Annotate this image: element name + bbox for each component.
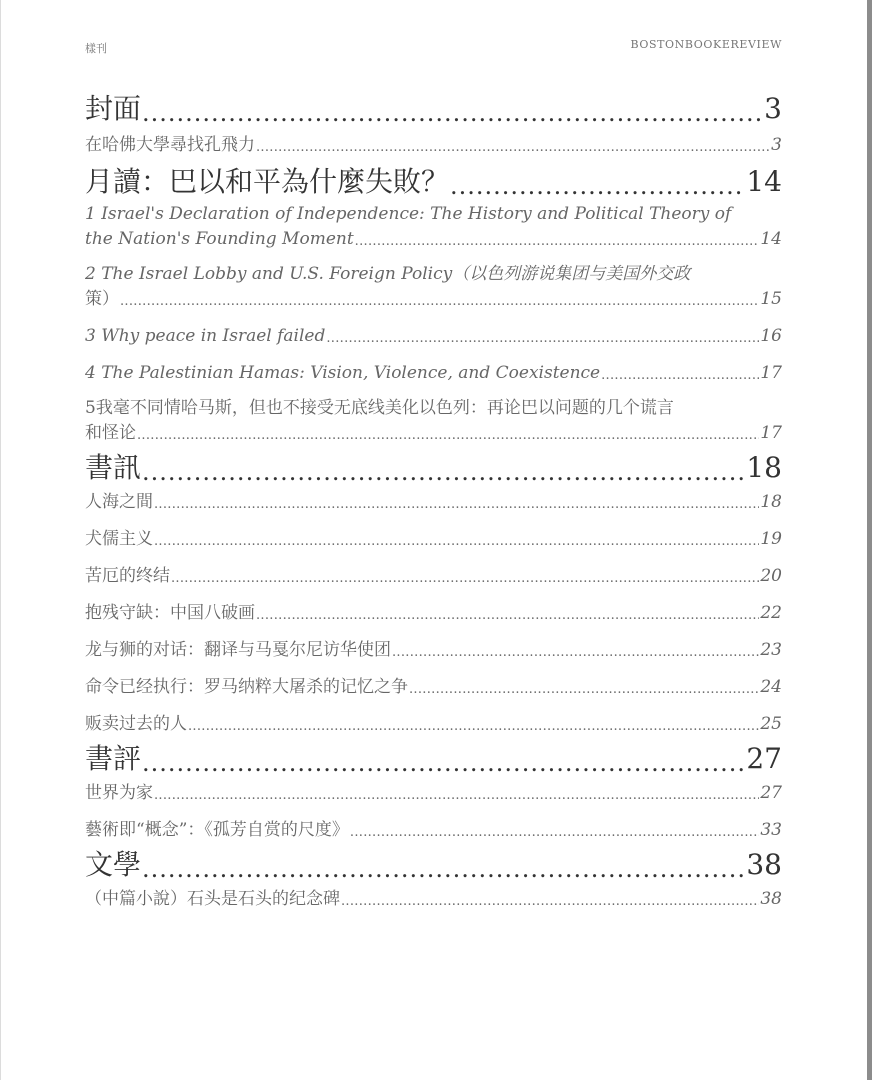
toc-item[interactable] xyxy=(85,711,782,737)
item-page: 27 xyxy=(760,783,782,803)
item-title: 犬儒主义 xyxy=(85,529,153,549)
item-title-line1: 5我毫不同情哈马斯，但也不接受无底线美化以色列：再论巴以问题的几个谎言 xyxy=(85,398,674,418)
toc-item[interactable] xyxy=(85,489,782,515)
dot-leader xyxy=(392,643,759,663)
item-title-line2: 策） xyxy=(85,289,119,309)
page-right-edge xyxy=(867,0,872,1080)
item-title-line2: the Nation's Founding Moment xyxy=(85,229,354,249)
item-page: 25 xyxy=(760,714,782,734)
dot-leader xyxy=(188,717,759,737)
toc-item[interactable] xyxy=(85,397,782,446)
item-page: 17 xyxy=(760,363,782,383)
item-title: 苦厄的终结 xyxy=(85,566,170,586)
dot-leader xyxy=(256,606,759,626)
item-title: 4 The Palestinian Hamas: Vision, Violence, and Coexistence xyxy=(85,363,601,383)
dot-leader xyxy=(256,138,770,158)
dot-leader xyxy=(142,98,763,128)
item-title: 抱残守缺：中国八破画 xyxy=(85,603,255,623)
item-title: 在哈佛大學尋找孔飛力 xyxy=(85,135,255,155)
dot-leader xyxy=(120,292,759,312)
toc-section-cover[interactable] xyxy=(85,90,782,128)
item-title: 3 Why peace in Israel failed xyxy=(85,326,326,346)
item-title-line1: 2 The Israel Lobby and U.S. Foreign Policy（以色列游说集团与美国外交政 xyxy=(85,264,691,284)
toc-item[interactable] xyxy=(85,637,782,663)
item-page: 17 xyxy=(760,423,782,443)
dot-leader xyxy=(142,748,745,778)
dot-leader xyxy=(142,457,745,487)
dot-leader xyxy=(154,532,759,552)
toc-section-monthly-reading[interactable] xyxy=(85,163,782,201)
section-title: 書評 xyxy=(85,742,142,775)
toc-item[interactable] xyxy=(85,780,782,806)
toc-item[interactable] xyxy=(85,132,782,158)
toc-item[interactable] xyxy=(85,203,782,252)
section-title: 月讀：巴以和平為什麼失敗？ xyxy=(85,165,450,198)
item-page: 14 xyxy=(760,229,782,249)
toc-item[interactable] xyxy=(85,563,782,589)
dot-leader xyxy=(154,495,759,515)
dot-leader xyxy=(137,426,759,446)
header-publication-name: BOSTONBOOKEREVIEW xyxy=(630,38,782,51)
item-page: 3 xyxy=(771,135,782,155)
dot-leader xyxy=(409,680,759,700)
item-page: 19 xyxy=(760,529,782,549)
toc-item[interactable] xyxy=(85,600,782,626)
toc-item[interactable] xyxy=(85,526,782,552)
dot-leader xyxy=(355,232,760,252)
page-left-edge xyxy=(0,0,1,1080)
toc-item[interactable] xyxy=(85,263,782,312)
item-title: 藝術即“概念”：《孤芳自赏的尺度》 xyxy=(85,820,349,840)
dot-leader xyxy=(601,366,759,386)
item-page: 33 xyxy=(760,820,782,840)
item-title-line1: 1 Israel's Declaration of Independence: The History and Political Theory of xyxy=(85,204,732,224)
item-title: 贩卖过去的人 xyxy=(85,714,187,734)
dot-leader xyxy=(350,823,759,843)
toc-item[interactable] xyxy=(85,674,782,700)
section-title: 文學 xyxy=(85,848,142,881)
item-page: 18 xyxy=(760,492,782,512)
dot-leader xyxy=(154,786,759,806)
item-title: 命令已经执行：罗马纳粹大屠杀的记忆之争 xyxy=(85,677,408,697)
toc-section-book-reviews[interactable] xyxy=(85,740,782,778)
item-title: 人海之間 xyxy=(85,492,153,512)
item-page: 16 xyxy=(760,326,782,346)
header-left-label: 樣刊 xyxy=(85,42,107,55)
toc-item[interactable] xyxy=(85,886,782,912)
dot-leader xyxy=(326,329,759,349)
dot-leader xyxy=(142,854,745,884)
item-title: （中篇小說）石头是石头的纪念碑 xyxy=(85,889,340,909)
item-page: 22 xyxy=(760,603,782,623)
item-title: 世界为家 xyxy=(85,783,153,803)
section-page: 18 xyxy=(746,451,782,484)
page-header xyxy=(85,38,782,56)
item-title: 龙与狮的对话：翻译与马戛尔尼访华使团 xyxy=(85,640,391,660)
item-page: 15 xyxy=(760,289,782,309)
section-title: 書訊 xyxy=(85,451,142,484)
item-title-line2: 和怪论 xyxy=(85,423,136,443)
section-page: 38 xyxy=(746,848,782,881)
table-of-contents xyxy=(85,90,782,923)
section-page: 27 xyxy=(746,742,782,775)
toc-section-literature[interactable] xyxy=(85,846,782,884)
item-page: 38 xyxy=(760,889,782,909)
section-title: 封面 xyxy=(85,92,142,125)
toc-item[interactable] xyxy=(85,817,782,843)
dot-leader xyxy=(341,892,759,912)
section-page: 14 xyxy=(746,165,782,198)
item-page: 24 xyxy=(760,677,782,697)
toc-section-book-news[interactable] xyxy=(85,449,782,487)
section-page: 3 xyxy=(764,92,782,125)
toc-item[interactable] xyxy=(85,360,782,386)
dot-leader xyxy=(450,171,745,201)
toc-item[interactable] xyxy=(85,323,782,349)
item-page: 23 xyxy=(760,640,782,660)
item-page: 20 xyxy=(760,566,782,586)
dot-leader xyxy=(171,569,759,589)
